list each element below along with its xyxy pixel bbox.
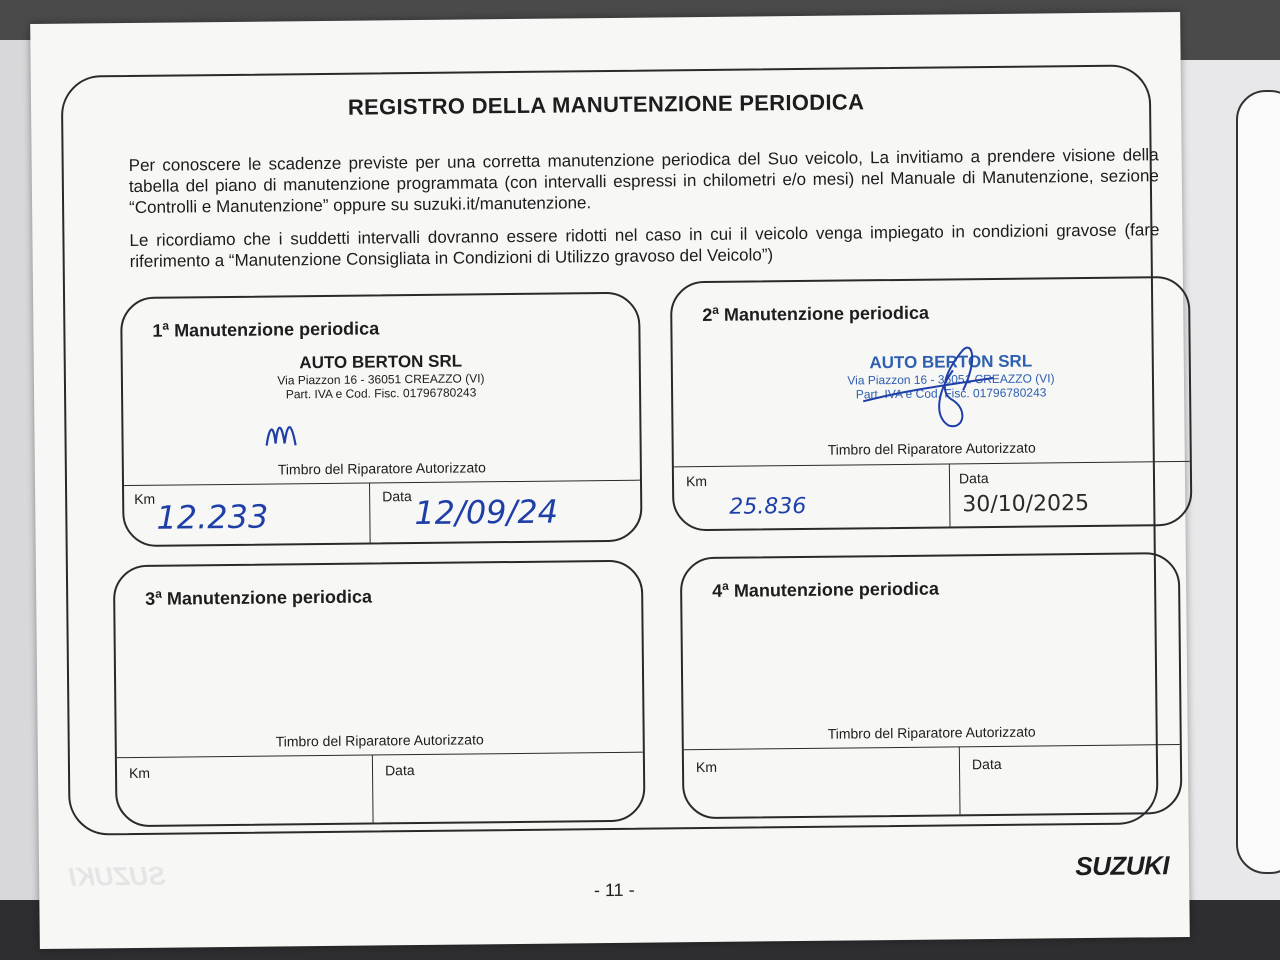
workshop-stamp: AUTO BERTON SRL Via Piazzon 16 - 36051 CREAZZO (VI) Part. IVA e Cod. Fisc. 01796780243 [277,351,485,402]
intro-paragraph-1: Per conoscere le scadenze previste per una corretta manutenzione periodica del Suo veicolo, La invitiamo a prendere visione della tabella del piano di manutenzione programmata (con intervalli espressi in chilometri e/o mesi) nel Manuale di Manutenzione, sezione “Controlli e Manutenzione” oppure su suzuki.it/manutenzione. [128,145,1159,218]
booklet-page [30,12,1190,949]
km-label: Km [134,490,156,507]
box-heading: 1$^a$ Manutenzione periodica [152,318,380,341]
date-label: Data [384,762,415,779]
km-value: 25.836 [729,493,807,520]
maintenance-box-2 [670,276,1193,531]
signature-initials [263,415,303,451]
date-label: Data [971,755,1002,773]
page-number: - 11 - [593,879,635,901]
date-label: Data [382,488,412,505]
stamp-label: Timbro del Riparatore Autorizzato [827,439,1036,458]
page-title: REGISTRO DELLA MANUTENZIONE PERIODICA [347,89,865,120]
stamp-label: Timbro del Riparatore Autorizzato [275,731,484,750]
maintenance-box-1 [120,292,643,547]
intro-paragraph-2: Le ricordiamo che i suddetti intervalli dovranno essere ridotti nel caso in cui il veicolo venga impiegato in condizioni gravose (fare riferimento a “Manutenzione Consigliata in Condizioni di Utilizzo gravoso del Veicolo”) [129,220,1160,272]
date-value: 30/10/2025 [962,490,1090,518]
date-label: Data [958,470,989,487]
workshop-stamp: AUTO BERTON SRL Via Piazzon 16 - 36051 CREAZZO (VI) Part. IVA e Cod. Fisc. 01796780243 [847,351,1055,402]
brand-watermark: SUZUKI [68,860,167,892]
brand-logo: SUZUKI [1075,850,1170,882]
box-heading: 3$^a$ Manutenzione periodica [145,586,373,609]
box-heading: 2$^a$ Manutenzione periodica [702,302,930,326]
maintenance-box-3 [113,560,646,828]
date-value: 12/09/24 [414,492,559,533]
km-value: 12.233 [156,497,269,537]
maintenance-box-4 [680,552,1183,819]
signature [842,329,1043,441]
stamp-label: Timbro del Riparatore Autorizzato [277,459,486,478]
km-label: Km [695,758,718,776]
stamp-label: Timbro del Riparatore Autorizzato [827,723,1036,742]
next-page-edge [1236,90,1280,874]
km-label: Km [685,472,708,490]
km-label: Km [128,764,151,782]
page-frame [61,64,1159,835]
box-heading: 4$^a$ Manutenzione periodica [712,578,940,601]
intro-text [129,144,1160,284]
